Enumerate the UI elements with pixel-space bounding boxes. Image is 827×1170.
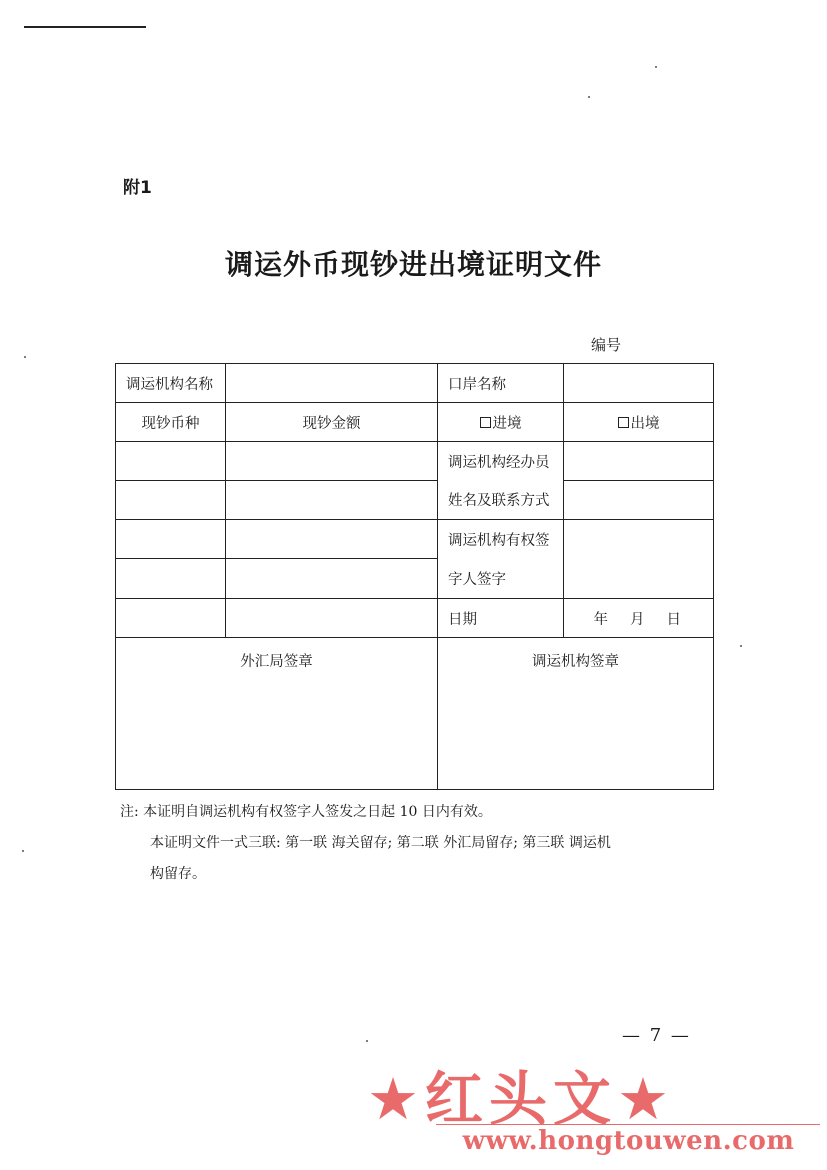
watermark-text: ★红头文★	[367, 1065, 675, 1133]
amount-header-cell	[225, 402, 438, 442]
amount-cell-5[interactable]	[225, 598, 438, 638]
port-name-label: 口岸名称	[448, 376, 506, 393]
scan-speck	[22, 850, 24, 852]
signatory-label-line2: 字人签字	[448, 572, 506, 588]
amount-cell-1[interactable]	[225, 441, 438, 481]
scan-speck	[740, 645, 742, 647]
currency-cell-4[interactable]	[115, 558, 226, 599]
serial-number-label: 编号	[591, 336, 622, 354]
org-name-label: 调运机构名称	[126, 376, 213, 393]
signatory-label-line1: 调运机构有权签	[448, 533, 550, 549]
currency-cell-3[interactable]	[115, 519, 226, 559]
note-line-3: 构留存。	[150, 866, 206, 882]
page-number: — 7 —	[622, 1025, 691, 1046]
currency-header-cell	[115, 402, 226, 442]
date-field[interactable]	[563, 598, 714, 638]
safe-seal-box[interactable]	[115, 637, 438, 790]
signatory-signature-field[interactable]	[563, 519, 714, 599]
scan-speck	[366, 1040, 368, 1042]
handler-label-line1: 调运机构经办员	[448, 454, 550, 471]
entry-checkbox[interactable]	[480, 417, 491, 428]
org-seal-box[interactable]	[437, 637, 714, 790]
signatory-label-cell	[437, 519, 564, 599]
port-name-label-cell	[437, 363, 564, 403]
notes-section	[120, 797, 720, 890]
amount-cell-3[interactable]	[225, 519, 438, 559]
watermark-divider	[436, 1124, 820, 1125]
amount-header: 现钞金额	[302, 415, 361, 432]
note-line-1: 注: 本证明自调运机构有权签字人签发之日起 10 日内有效。	[120, 804, 492, 820]
currency-cell-2[interactable]	[115, 480, 226, 520]
exit-checkbox[interactable]	[618, 417, 629, 428]
entry-label: 进境	[492, 415, 522, 432]
currency-header: 现钞币种	[141, 415, 200, 432]
scan-speck	[655, 66, 657, 68]
org-name-label-cell	[115, 363, 226, 403]
date-day: 日	[666, 611, 681, 628]
entry-checkbox-cell[interactable]	[437, 402, 564, 442]
date-month: 月	[630, 611, 645, 628]
handler-contact-field[interactable]	[563, 480, 714, 520]
handler-name-field[interactable]	[563, 441, 714, 481]
exit-checkbox-cell[interactable]	[563, 402, 714, 442]
scan-speck	[24, 356, 26, 358]
currency-cell-5[interactable]	[115, 598, 226, 638]
date-year: 年	[593, 611, 608, 628]
document-title: 调运外币现钞进出境证明文件	[224, 248, 602, 281]
exit-label: 出境	[630, 415, 660, 432]
currency-cell-1[interactable]	[115, 441, 226, 481]
watermark-url: www.hongtouwen.com	[462, 1126, 795, 1156]
date-label: 日期	[448, 611, 477, 628]
amount-cell-2[interactable]	[225, 480, 438, 520]
handler-label-line2: 姓名及联系方式	[448, 493, 550, 510]
attachment-label: 附1	[123, 178, 152, 198]
org-seal-label: 调运机构签章	[532, 654, 619, 670]
org-name-field[interactable]	[225, 363, 438, 403]
date-label-cell	[437, 598, 564, 638]
note-line-2: 本证明文件一式三联: 第一联 海关留存; 第二联 外汇局留存; 第三联 调运机	[150, 835, 611, 851]
scan-speck	[588, 96, 590, 98]
handler-label-cell	[437, 441, 564, 520]
amount-cell-4[interactable]	[225, 558, 438, 599]
port-name-field[interactable]	[563, 363, 714, 403]
safe-seal-label: 外汇局签章	[240, 654, 313, 670]
